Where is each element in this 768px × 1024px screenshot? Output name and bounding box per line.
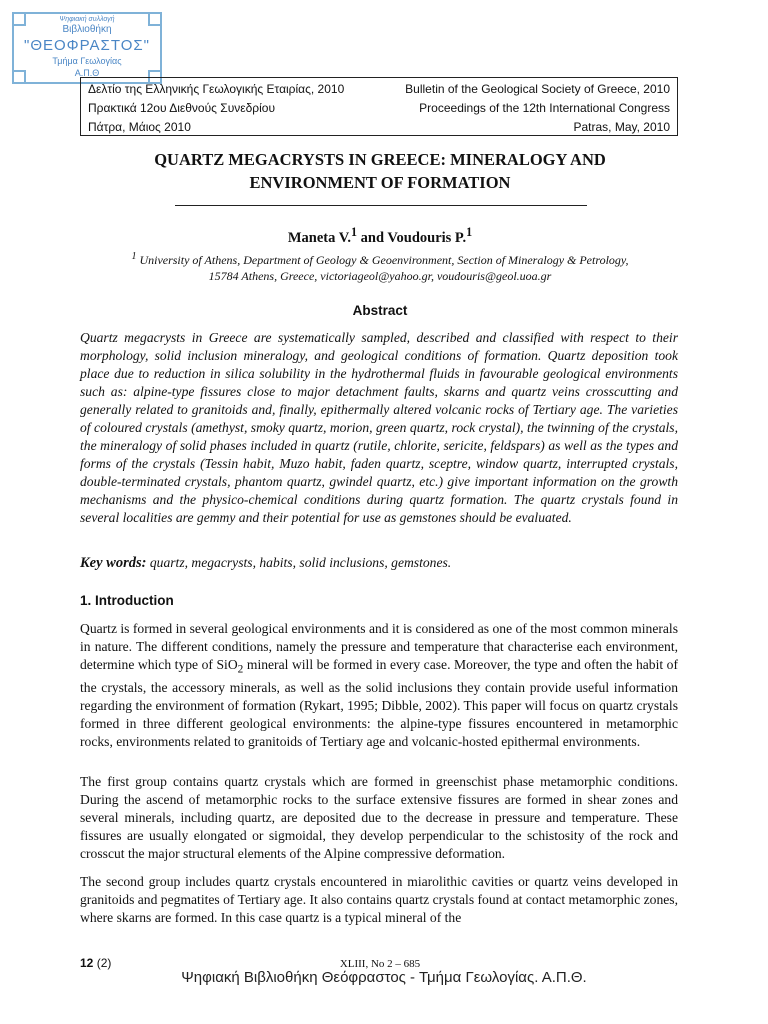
authors [80, 225, 680, 247]
page-number-bold: 12 [80, 956, 94, 970]
header-english [405, 80, 670, 137]
stamp-line-2: Βιβλιοθήκη [62, 24, 112, 35]
title-line: QUARTZ MEGACRYSTS IN GREECE: MINERALOGY AND [154, 150, 606, 169]
header-english-line: Patras, May, 2010 [573, 120, 670, 134]
affiliation [80, 249, 680, 284]
affiliation-line-2: 15784 Athens, Greece, victoriageol@yahoo.gr, voudouris@geol.uoa.gr [208, 269, 552, 283]
header-greek-line: Πρακτικά 12ου Διεθνούς Συνεδρίου [88, 101, 276, 115]
author-2-affil-mark: 1 [466, 225, 473, 239]
keywords [80, 555, 678, 572]
author-1: Maneta V. [287, 229, 351, 246]
author-1-affil-mark: 1 [350, 225, 357, 239]
title-divider [175, 205, 587, 206]
paragraph-3: The second group includes quartz crystals encountered in miarolithic cavities or quartz veins developed in granitoids and pegmatites of Tertiary age. It also contains quartz crystals found at contact metamorphic zones, where skarns are formed. In this case quartz is a typical mineral of the [80, 874, 678, 925]
journal-header-box [80, 77, 678, 136]
header-english-line: Proceedings of the 12th International Congress [419, 101, 670, 115]
paper-title [80, 148, 680, 194]
keywords-label: Key words: [80, 555, 147, 571]
paragraph-1 [80, 620, 678, 751]
affiliation-line-1: University of Athens, Department of Geology & Geoenvironment, Section of Mineralogy & Petrology, [136, 253, 629, 267]
header-greek-line: Δελτίο της Ελληνικής Γεωλογικής Εταιρίας, 2010 [88, 82, 345, 96]
paragraph-1-part-1: Quartz is formed in several geological environments and it is considered as one of the most common minerals in nature. The different conditions, namely the pressure and temperature that characterise each environment, determine which type of SiO [80, 621, 678, 672]
title-line: ENVIRONMENT OF FORMATION [249, 173, 511, 192]
affiliation-mark: 1 [131, 251, 137, 262]
volume-page: XLIII, No 2 – 685 [339, 958, 421, 970]
library-stamp-logo [12, 12, 162, 84]
paragraph-2: The first group contains quartz crystals which are formed in greenschist phase metamorphic conditions. During the ascend of metamorphic rocks to the surface extensive fissures are formed in shear zones and several minerals, including quartz, are deposited due to the decrease in pressure and temperature. These fissures are usually elongated or sigmoidal, they develop perpendicular to the schistosity of the rock and crosscut the major structural elements of the Alpine compressive deformation. [80, 774, 678, 861]
abstract-text: Quartz megacrysts in Greece are systematically sampled, described and classified with respect to their morphology, solid inclusion mineralogy, and geological conditions of formation. Quartz deposition took place due to reduction in silica solubility in the hydrothermal fluids in favourable geological environments such as: alpine-type fissures close to major detachment faults, skarns and quartz veins crosscutting and generally related to granitoids and, finally, epithermally altered volcanic rocks of Tertiary age. The varieties of coloured crystals (amethyst, smoky quartz, morion, green quartz, rock crystal), the twinning of the crystals, the mineralogy of solid phases included in quartz (rutile, chlorite, sericite, feldspars) as well as the types and forms of the crystals (Tessin habit, Muzo habit, faden quartz, sceptre, window quartz, interrupted crystals, double-terminated crystals, phantom quartz, gwindel quartz, etc.) give important information on the growth mechanisms and the physico-chemical conditions during quartz formation. The quartz crystals found in several localities are gemmy and their potential for use as gemstones should be evaluated. [80, 330, 678, 525]
header-greek [88, 80, 344, 137]
header-english-line: Bulletin of the Geological Society of Greece, 2010 [405, 82, 670, 96]
stamp-line-3: "ΘΕΟΦΡΑΣΤΟΣ" [24, 37, 150, 54]
abstract-heading: Abstract [352, 303, 408, 318]
page-number [80, 956, 111, 970]
subscript: 2 [237, 663, 244, 676]
page-number-rest: (2) [93, 956, 112, 970]
keywords-value: quartz, megacrysts, habits, solid inclusions, gemstones. [146, 555, 452, 570]
section-heading-introduction: 1. Introduction [80, 593, 174, 608]
stamp-line-4: Τμήμα Γεωλογίας [52, 56, 122, 66]
library-watermark: Ψηφιακή Βιβλιοθήκη Θεόφραστος - Τμήμα Γεωλογίας. Α.Π.Θ. [181, 969, 587, 986]
paragraph-1-part-2: mineral will be formed in every case. Moreover, the type and often the habit of the crystals, the accessory minerals, as well as the solid inclusions they contain provide useful information regarding the environment of formation (Rykart, 1995; Dibble, 2002). This paper will focus on quartz crystals formed in three different geological environments: the alpine-type fissures encountered in metamorphic rocks, environments related to granitoids of Tertiary age and volcanic-hosted epithermal environments. [80, 657, 678, 749]
stamp-line-1: Ψηφιακή συλλογή [59, 16, 115, 23]
stamp-line-5: Α.Π.Θ [74, 68, 100, 78]
author-2: and Voudouris P. [357, 229, 467, 246]
header-greek-line: Πάτρα, Μάιος 2010 [88, 120, 191, 134]
